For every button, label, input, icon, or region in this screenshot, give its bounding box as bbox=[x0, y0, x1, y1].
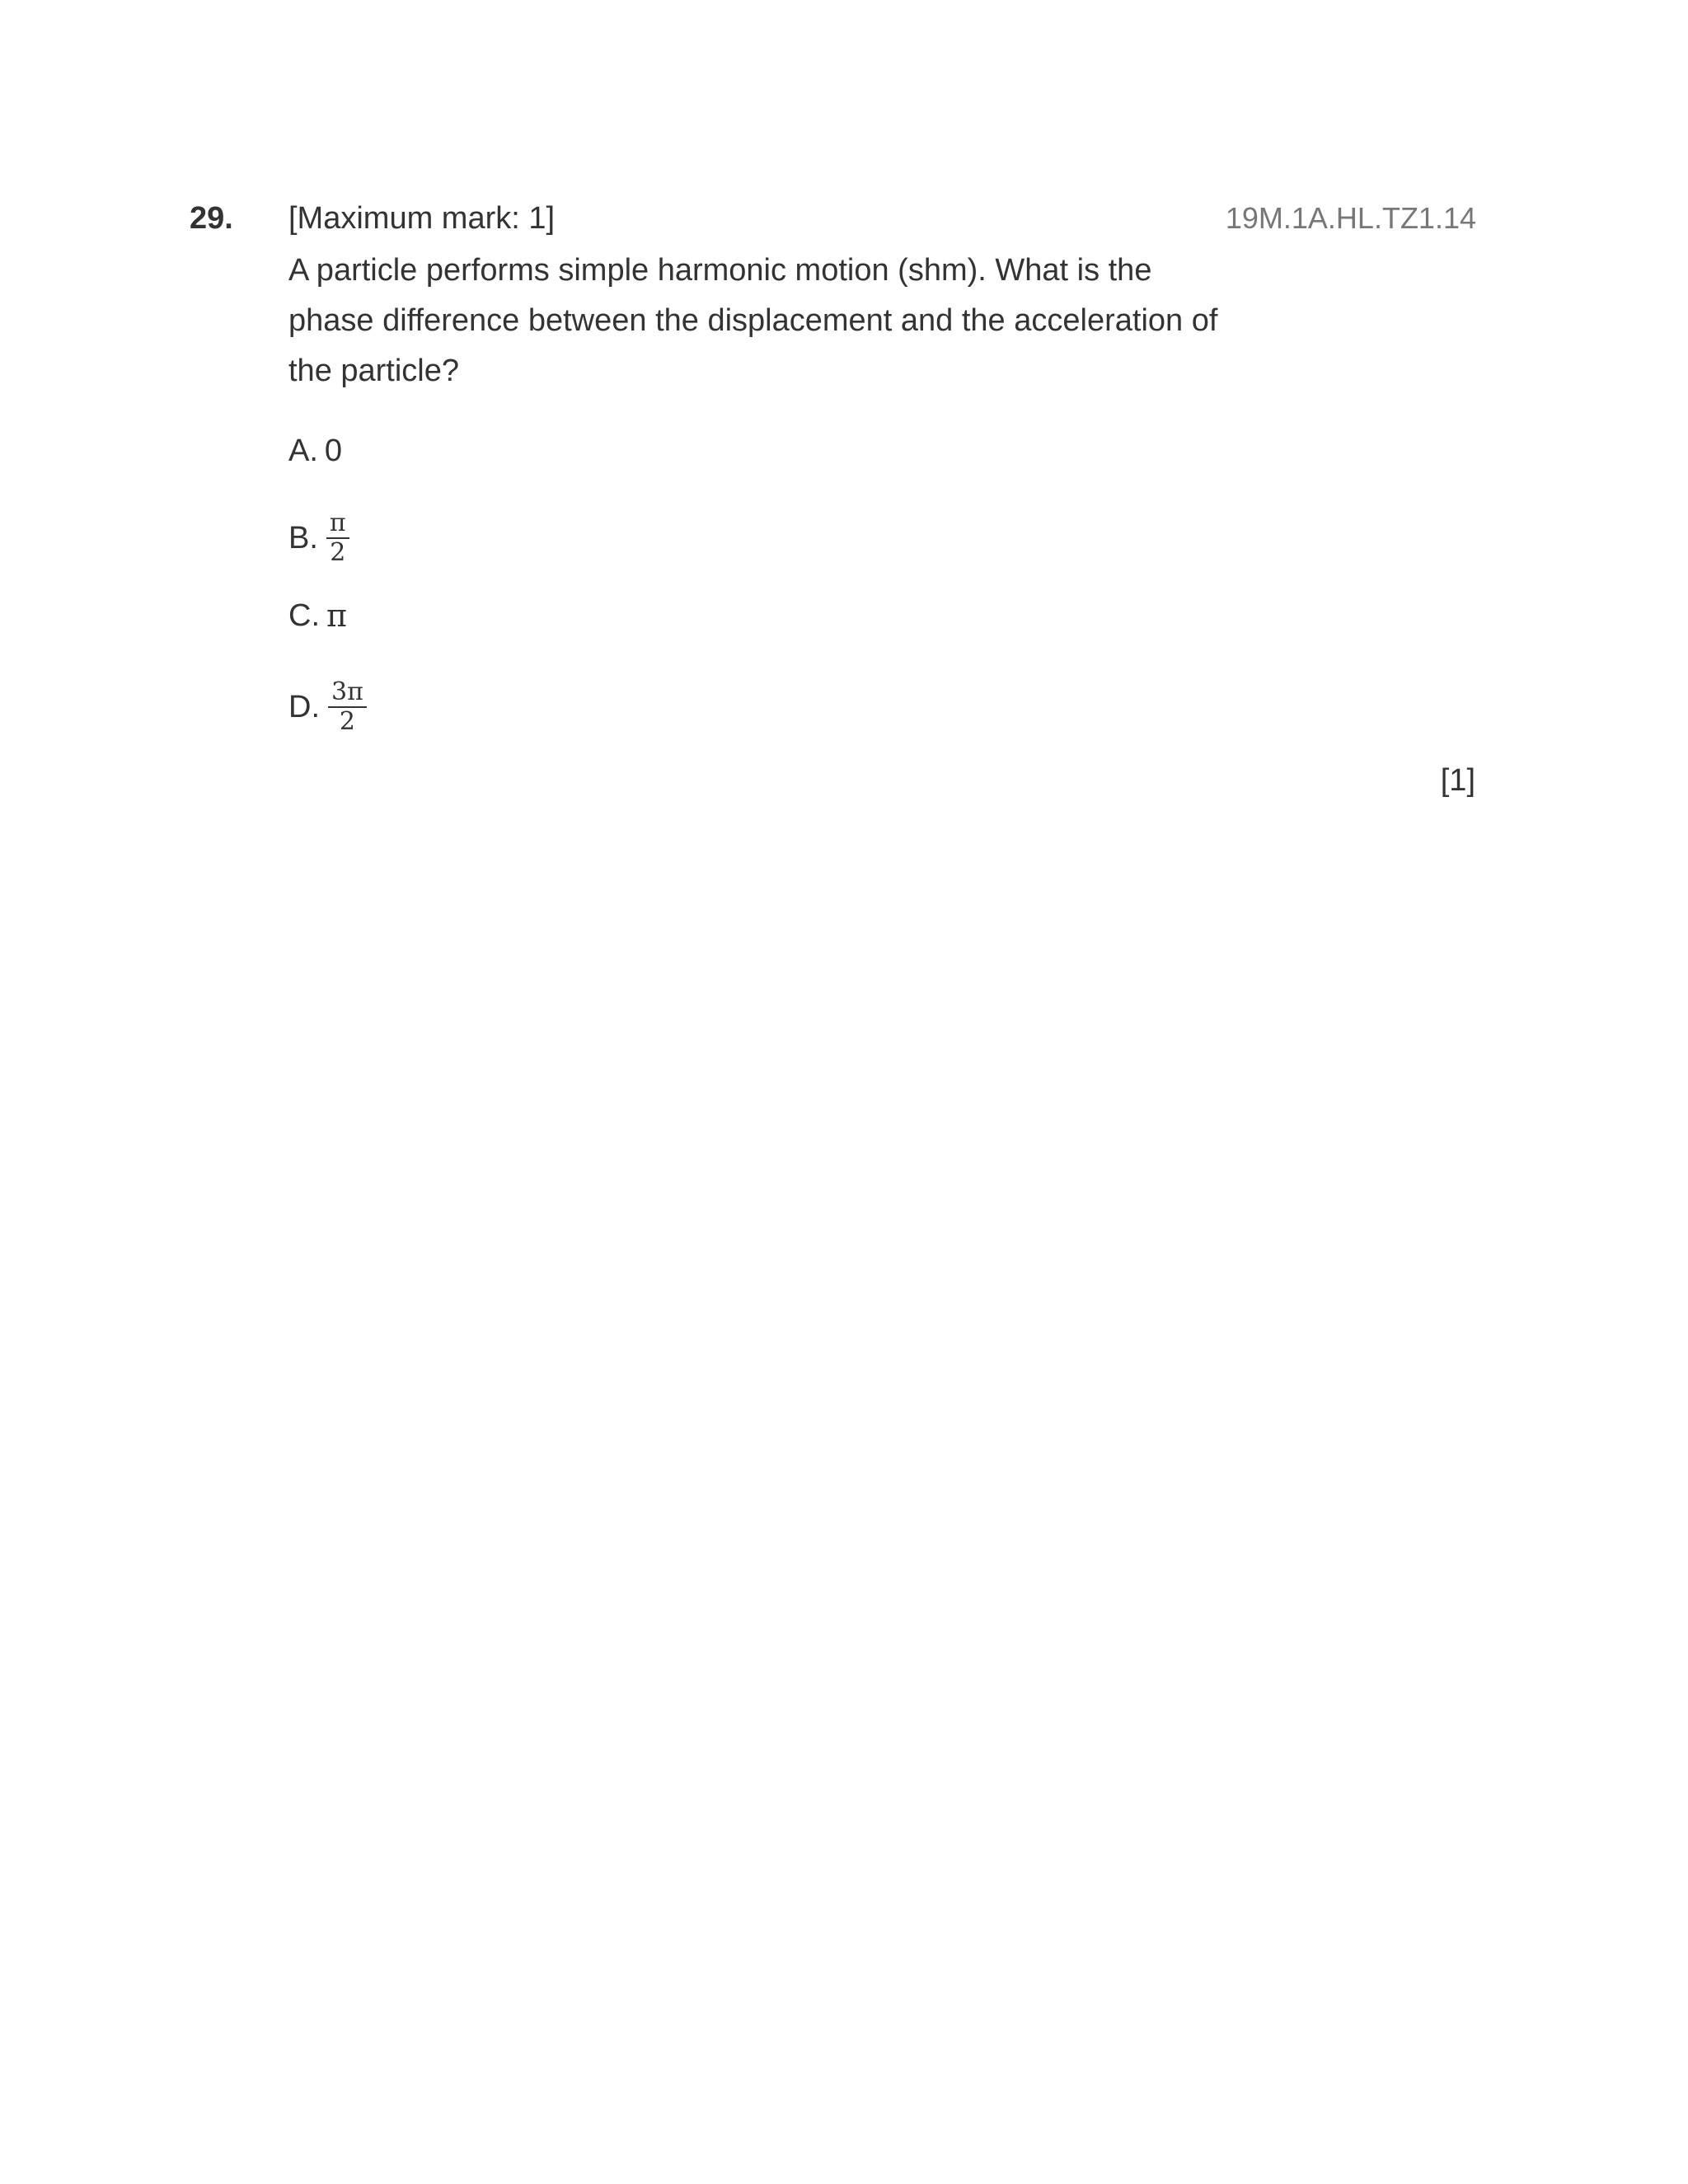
option-b-denominator: 2 bbox=[330, 538, 346, 567]
maximum-mark: [Maximum mark: 1] bbox=[288, 201, 556, 236]
option-c-letter: C. bbox=[288, 598, 320, 633]
option-d-numerator: 3π bbox=[328, 680, 367, 708]
option-c bbox=[288, 593, 347, 636]
question-number: 29. bbox=[190, 201, 233, 236]
option-d-denominator: 2 bbox=[339, 707, 355, 736]
option-b-fraction bbox=[326, 511, 349, 565]
option-d bbox=[288, 677, 367, 736]
option-a-letter: A. bbox=[288, 433, 318, 468]
option-b-letter: B. bbox=[288, 521, 318, 555]
option-d-fraction bbox=[328, 677, 367, 736]
option-d-letter: D. bbox=[288, 690, 320, 724]
question-stem: A particle performs simple harmonic motion (shm). What is the phase difference between the displacement and the acceleration of the particle? bbox=[288, 253, 1218, 388]
option-b-numerator: π bbox=[326, 511, 349, 539]
option-c-value: π bbox=[326, 597, 347, 634]
question-marks: [1] bbox=[1440, 763, 1475, 798]
option-a-value: 0 bbox=[324, 433, 343, 468]
question-reference-code: 19M.1A.HL.TZ1.14 bbox=[1225, 201, 1476, 235]
option-b bbox=[288, 511, 349, 565]
option-a bbox=[288, 429, 342, 471]
